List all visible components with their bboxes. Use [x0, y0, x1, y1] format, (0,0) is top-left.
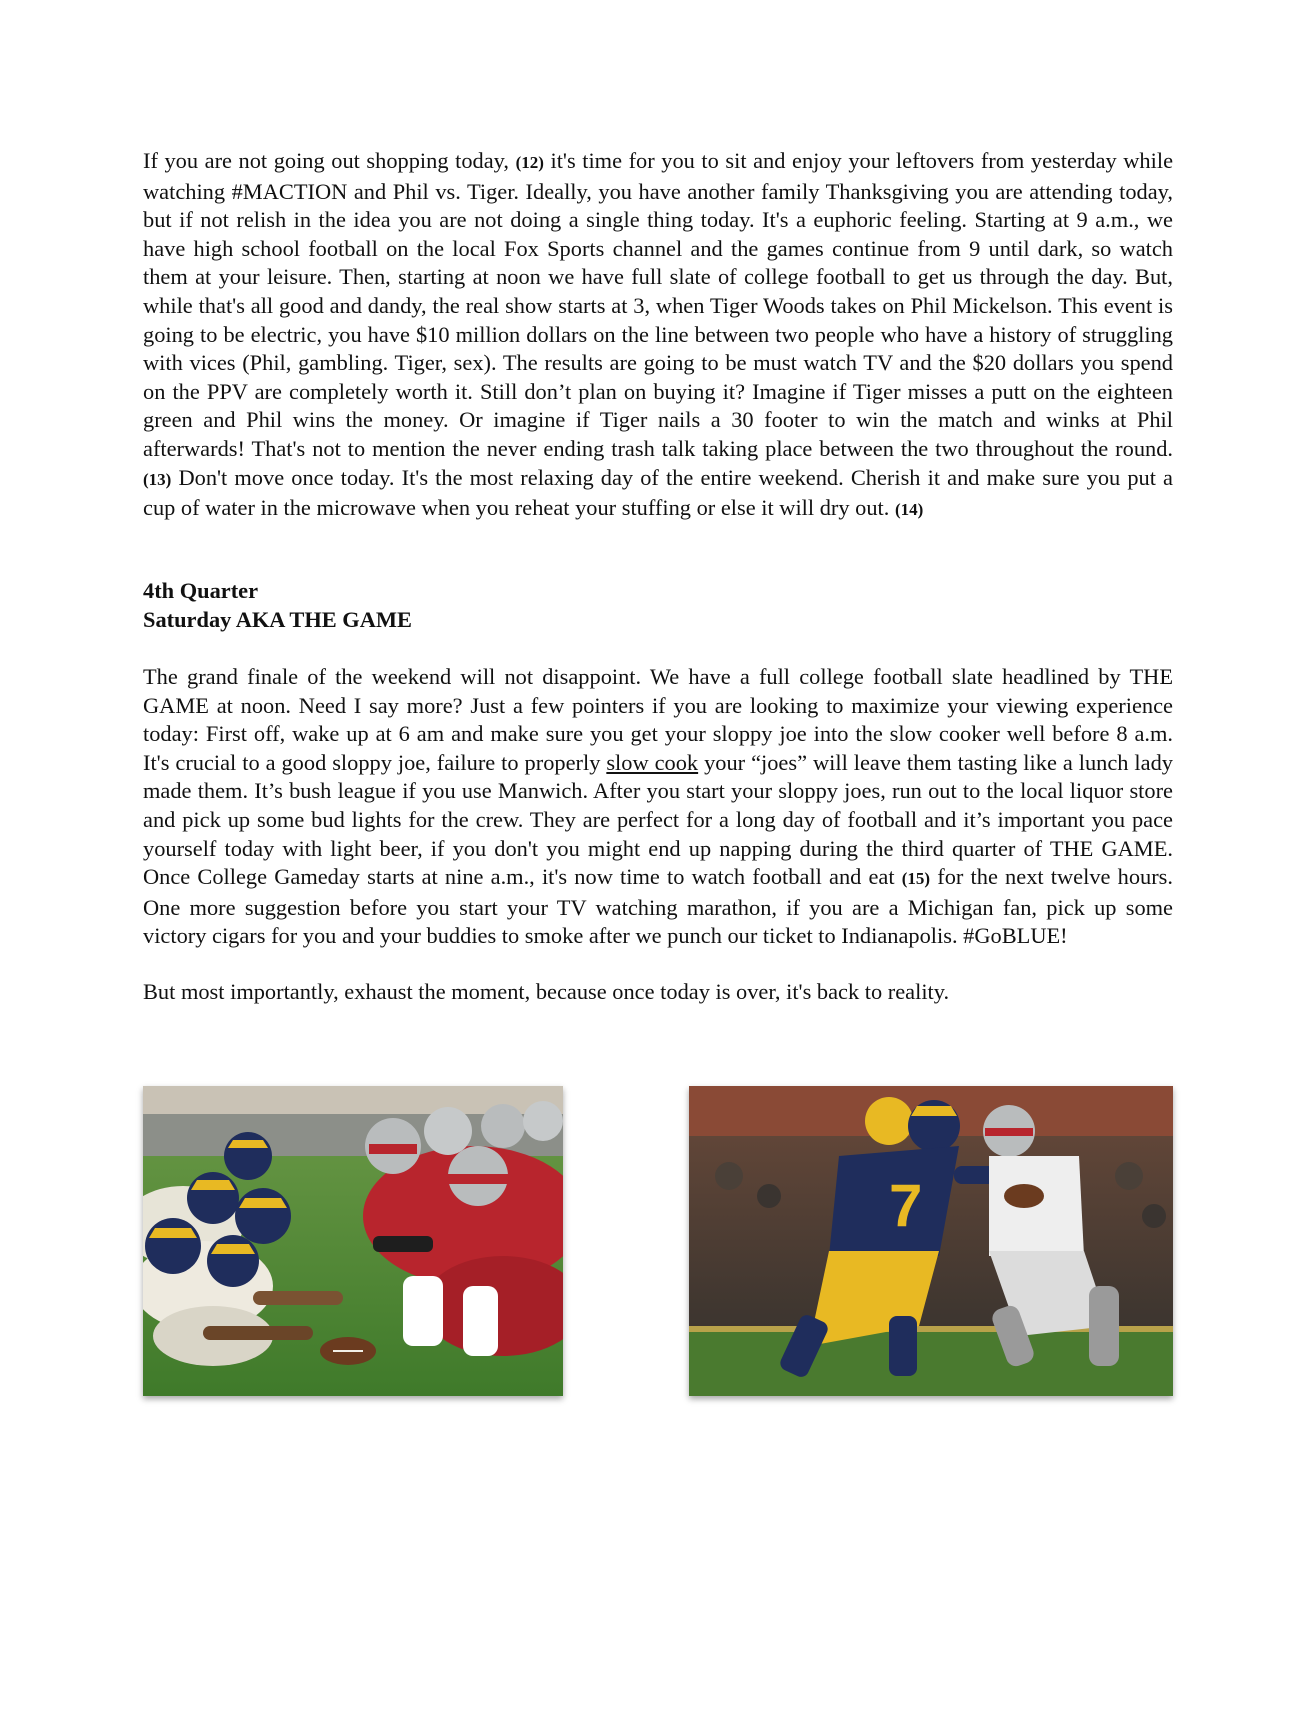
running-back-illustration — [689, 1086, 1173, 1396]
footnote-marker-12: (12) — [515, 153, 544, 172]
football-icon — [1004, 1184, 1044, 1208]
paragraph-the-game — [143, 663, 1173, 951]
text-run: it's time for you to sit and enjoy your leftovers from yesterday while watching #MACTION and Phil vs. Tiger. Ideally, you have another family Thanksgiving you are attending today, but if not relish in the idea you are not doing a single thing today. It's a euphoric feeling. Starting at 9 a.m., we have high school football on the local Fox Sports channel and the games continue from 9 until dark, so watch them at your leisure. Then, starting at noon we have full slate of college football to get us through the day. But, while that's all good and dandy, the real show starts at 3, when Tiger Woods takes on Phil Mickelson. This event is going to be electric, you have $10 million dollars on the line between two people who have a history of struggling with vices (Phil, gambling. Tiger, sex). The results are going to be must watch TV and the $20 dollars you spend on the PPV are completely worth it. Still don’t plan on buying it? Imagine if Tiger misses a putt on the eighteen green and Phil wins the money. Or imagine if Tiger nails a 30 footer to win the match and winks at Phil afterwards! That's not to mention the never ending trash talk taking place between the two throughout the round. — [143, 148, 1174, 461]
heading-day: Saturday AKA THE GAME — [143, 606, 412, 632]
running-back-photo — [689, 1086, 1173, 1396]
svg-text:7: 7 — [889, 1172, 923, 1239]
text-run: The grand finale of the weekend will not disappoint. We have a full college football slate headlined by THE GAME at noon. Need I say more? Just a few pointers if you are looking to maximize your viewing experience today: First off, wake up at 6 am and make sure you get your sloppy joe into the slow cooker well before 8 a.m. It's crucial to a good sloppy joe, failure to properly — [143, 664, 1173, 775]
paragraph-closing: But most importantly, exhaust the moment, because once today is over, it's back to reality. — [143, 979, 950, 1004]
text-run: for the next twelve hours. One more suggestion before you start your TV watching marathon, if you are a Michigan fan, pick up some victory cigars for you and your buddies to smoke after we punch our ticket to Indianapolis. #GoBLUE! — [143, 864, 1173, 949]
footnote-marker-14: (14) — [894, 500, 924, 520]
text-run: your “joes” will leave them tasting like a lunch lady made them. It’s bush league if you use Manwich. After you start your sloppy joes, run out to the local liquor store and pick up some bud lights for the crew. They are perfect for a long day of football and it’s important you pace yourself today with light beer, if you don't you might end up napping during the third quarter of THE GAME. Once College Gameday starts at nine a.m., it's now time to watch football and eat — [143, 749, 1173, 890]
section-heading — [143, 577, 412, 634]
footnote-marker-15: (15) — [901, 869, 931, 889]
footnote-marker-13: (13) — [143, 469, 172, 489]
text-run: If you are not going out shopping today, — [143, 148, 509, 173]
paragraph-third-quarter — [143, 147, 1173, 525]
text-run: Don't move once today. It's the most relaxing day of the entire weekend. Cherish it and make sure you put a cup of water in the microwave when you reheat your stuffing or else it will dry out. — [143, 464, 1173, 521]
line-of-scrimmage-illustration — [143, 1086, 563, 1396]
line-of-scrimmage-photo — [143, 1086, 563, 1396]
slow-cook-link[interactable]: slow cook — [606, 749, 699, 775]
heading-quarter: 4th Quarter — [143, 578, 259, 603]
